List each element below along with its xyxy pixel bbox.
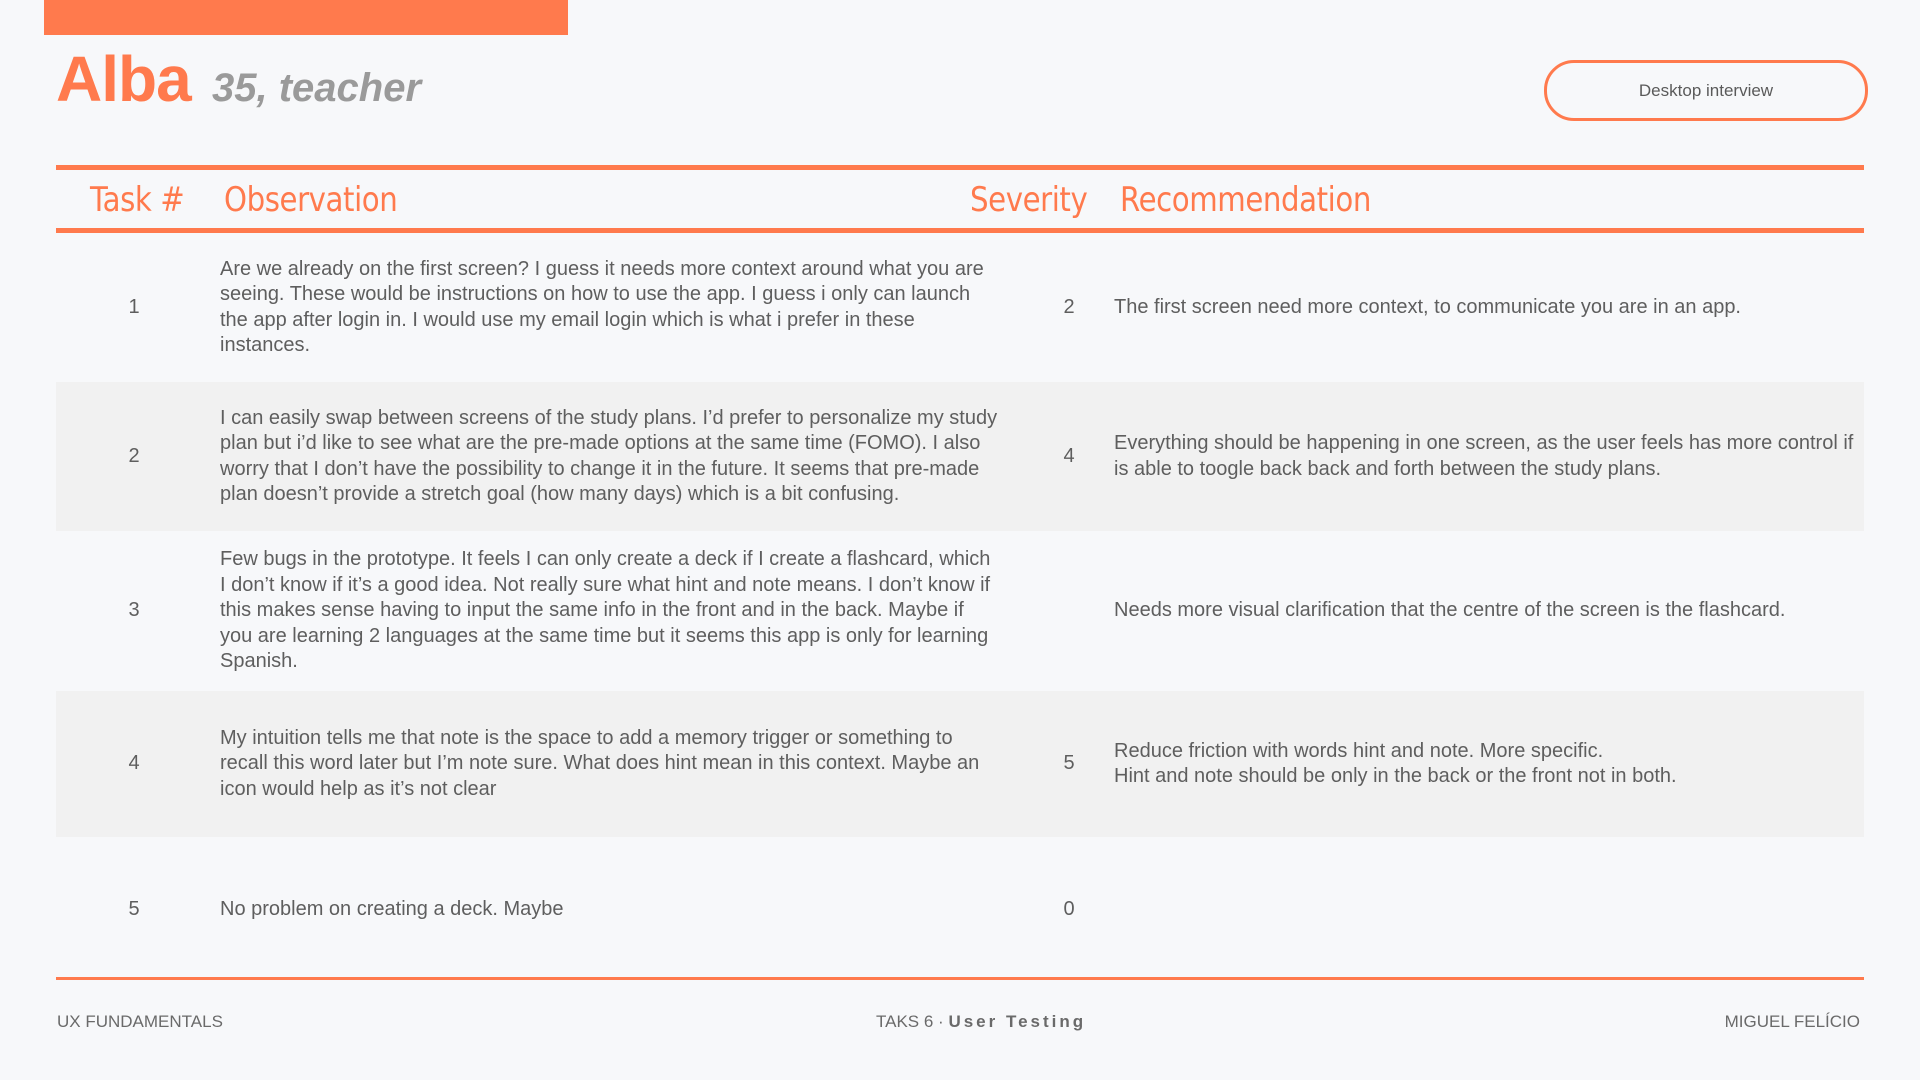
desktop-interview-button[interactable]: Desktop interview: [1544, 60, 1868, 121]
table-row: [56, 233, 1864, 382]
observation-text: No problem on creating a deck. Maybe: [220, 898, 564, 921]
column-header-severity: Severity: [970, 180, 1088, 220]
footer-task-prefix: TAKS 6 ·: [876, 1012, 949, 1031]
column-header-observation: Observation: [224, 180, 398, 220]
footer-task-label: [876, 1012, 1086, 1032]
table-header: [56, 170, 1864, 228]
observation-text: Are we already on the first screen? I guess it needs more context around what you are seeing. These would be instructions on how to use the app. I guess i only can launch the app after login in. I would use my email login which is what i prefer in these instances.: [220, 257, 984, 356]
severity-value: 5: [1063, 752, 1075, 775]
table-row: [56, 691, 1864, 837]
task-number: 5: [128, 898, 140, 921]
severity-value: 2: [1063, 295, 1075, 318]
footer-course-title: UX FUNDAMENTALS: [57, 1012, 223, 1031]
task-number: 1: [128, 295, 140, 318]
severity-value: 0: [1063, 898, 1075, 921]
recommendation-text: Everything should be happening in one screen, as the user feels has more control if is able to toogle back back and forth between the study plans.: [1114, 432, 1854, 480]
footer-rule: [56, 977, 1864, 980]
severity-value: 4: [1063, 444, 1075, 467]
recommendation-text: Reduce friction with words hint and note. More specific. Hint and note should be only in the back or the front not in both.: [1114, 739, 1677, 787]
persona-description: 35, teacher: [212, 66, 422, 110]
footer-author: MIGUEL FELÍCIO: [1724, 1012, 1860, 1031]
observation-text: Few bugs in the prototype. It feels I can only create a deck if I create a flashcard, which I don’t know if it’s a good idea. Not really sure what hint and note means. I don’t know if this makes sense having to input the same info in the front and in the back. Maybe if you are learning 2 languages at the same time but it seems this app is only for learning Spanish.: [220, 548, 991, 673]
observation-text: My intuition tells me that note is the space to add a memory trigger or something to recall this word later but I’m note sure. What does hint mean in this context. Maybe an icon would help as it’s not clear: [220, 726, 980, 800]
column-header-task: Task #: [90, 180, 185, 220]
recommendation-text: Needs more visual clarification that the centre of the screen is the flashcard.: [1114, 599, 1786, 622]
column-header-recommendation: Recommendation: [1120, 180, 1371, 220]
task-number: 2: [128, 444, 140, 467]
observation-text: I can easily swap between screens of the study plans. I’d prefer to personalize my study plan but i’d like to see what are the pre-made options at the same time (FOMO). I also worry that I don’t have the possibility to change it in the future. It seems that pre-made plan doesn’t provide a stretch goal (how many days) which is a bit confusing.: [220, 406, 998, 505]
task-number: 4: [128, 752, 140, 775]
footer-task-name: User Testing: [948, 1012, 1087, 1031]
table-row: [56, 837, 1864, 983]
table-row: [56, 382, 1864, 531]
task-number: 3: [128, 599, 140, 622]
accent-bar: [44, 0, 568, 35]
recommendation-text: [1114, 837, 1864, 983]
table-row: [56, 531, 1864, 691]
persona-name: Alba: [56, 43, 191, 115]
findings-table: [56, 165, 1864, 983]
recommendation-text: The first screen need more context, to communicate you are in an app.: [1114, 295, 1741, 318]
